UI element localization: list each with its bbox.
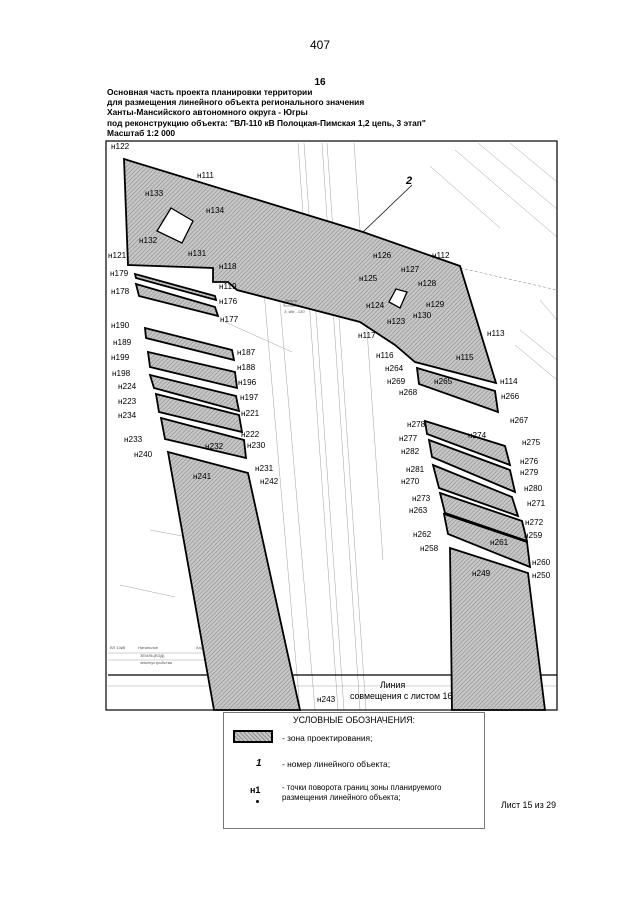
legend-title: УСЛОВНЫЕ ОБОЗНАЧЕНИЯ: bbox=[293, 715, 415, 725]
point-label: н259 bbox=[524, 531, 543, 540]
object-number: 2 bbox=[406, 175, 413, 187]
point-label: н263 bbox=[409, 506, 428, 515]
point-label: н198 bbox=[112, 369, 131, 378]
point-label: н262 bbox=[413, 530, 432, 539]
point-label: н269 bbox=[387, 377, 406, 386]
match-line-label bbox=[350, 680, 452, 701]
point-label: н121 bbox=[108, 251, 127, 260]
cadastral-note: ВЛ 10кВ bbox=[110, 645, 126, 650]
point-label: н230 bbox=[247, 441, 266, 450]
point-label: н188 bbox=[237, 363, 256, 372]
point-label: н119 bbox=[219, 282, 237, 291]
match-line-text: Линия bbox=[380, 680, 406, 690]
header-line-4: под реконструкцию объекта: "ВЛ-110 кВ Полоцкая-Пимская 1,2 цепь, 3 этап" bbox=[107, 117, 426, 128]
cadastral-note: ЗЕМЛЬ(ВЭД) bbox=[140, 653, 165, 658]
point-label: н282 bbox=[401, 447, 420, 456]
point-label: н125 bbox=[359, 274, 378, 283]
header-line-2: для размещения линейного объекта регионального значения bbox=[107, 97, 365, 108]
point-dot-icon bbox=[256, 800, 259, 803]
point-label: н190 bbox=[111, 321, 130, 330]
point-label: н199 bbox=[111, 353, 130, 362]
point-label: н243 bbox=[317, 695, 336, 704]
point-label: н129 bbox=[426, 300, 445, 309]
point-label: н117 bbox=[358, 331, 376, 340]
header-line-1: Основная часть проекта планировки территории bbox=[107, 87, 313, 97]
point-label: н277 bbox=[399, 434, 418, 443]
point-label: н261 bbox=[490, 538, 509, 547]
sheet-number: 16 bbox=[314, 77, 326, 88]
point-label: н131 bbox=[188, 249, 207, 258]
object-number-symbol: 1 bbox=[256, 758, 262, 769]
point-label: н126 bbox=[373, 251, 392, 260]
legend-zone-text: - зона проектирования; bbox=[282, 733, 373, 743]
point-label: н241 bbox=[193, 472, 212, 481]
point-label: н233 bbox=[124, 435, 143, 444]
point-label: н278 bbox=[407, 420, 426, 429]
point-label: н266 bbox=[501, 392, 520, 401]
point-label: н271 bbox=[527, 499, 546, 508]
point-label: н187 bbox=[237, 348, 256, 357]
point-label: н118 bbox=[219, 262, 237, 271]
point-label: н189 bbox=[113, 338, 132, 347]
page-number: 407 bbox=[309, 38, 331, 52]
point-label: н179 bbox=[110, 269, 129, 278]
cadastral-note: З, кВт, -130 bbox=[284, 309, 305, 314]
point-label: н127 bbox=[401, 265, 420, 274]
point-label: н250 bbox=[532, 571, 551, 580]
scale-label: Масштаб 1:2 000 bbox=[107, 127, 176, 138]
point-label: н232 bbox=[205, 442, 224, 451]
point-label: н268 bbox=[399, 388, 418, 397]
sheet-footer: Лист 15 из 29 bbox=[501, 800, 556, 810]
match-line-text: совмещения с листом 16 bbox=[350, 691, 453, 701]
point-label: н280 bbox=[524, 484, 543, 493]
point-label: н134 bbox=[206, 206, 225, 215]
point-label: н178 bbox=[111, 287, 130, 296]
point-label: н177 bbox=[220, 315, 239, 324]
point-label: н124 bbox=[366, 301, 385, 310]
cadastral-note: Земли bbox=[285, 298, 297, 303]
point-label: н114 bbox=[500, 377, 518, 386]
point-label: н276 bbox=[520, 457, 539, 466]
cadastral-note: землеустройства bbox=[140, 660, 172, 665]
point-label: н115 bbox=[456, 353, 474, 362]
point-label: н123 bbox=[387, 317, 406, 326]
point-label: н264 bbox=[385, 364, 404, 373]
legend bbox=[223, 712, 485, 829]
point-label: н265 bbox=[434, 377, 453, 386]
zone-swatch bbox=[233, 730, 273, 743]
point-label: н240 bbox=[134, 450, 153, 459]
point-label: н273 bbox=[412, 494, 431, 503]
point-label: н113 bbox=[487, 329, 505, 338]
legend-object-text: - номер линейного объекта; bbox=[282, 759, 391, 769]
object-leader-line bbox=[363, 185, 412, 232]
point-label: н270 bbox=[401, 477, 420, 486]
point-label: н274 bbox=[468, 431, 487, 440]
cadastral-note: Аэр. bbox=[196, 645, 205, 650]
point-label: н112 bbox=[432, 251, 450, 260]
point-label: н196 bbox=[238, 378, 257, 387]
cadastral-note: Натальное bbox=[138, 645, 159, 650]
point-label: н130 bbox=[413, 311, 432, 320]
point-label: н275 bbox=[522, 438, 541, 447]
point-label: н224 bbox=[118, 382, 137, 391]
point-label: н249 bbox=[472, 569, 491, 578]
legend-point-text-1: - точки поворота границ зоны планируемого bbox=[282, 783, 442, 792]
legend-point-text-2: размещения линейного объекта; bbox=[282, 793, 401, 802]
point-label: н176 bbox=[219, 297, 238, 306]
point-label: н260 bbox=[532, 558, 551, 567]
point-label: н221 bbox=[241, 409, 260, 418]
point-label: н133 bbox=[145, 189, 164, 198]
point-label: н116 bbox=[376, 351, 394, 360]
point-label: н231 bbox=[255, 464, 274, 473]
point-label: н242 bbox=[260, 477, 279, 486]
point-label: н128 bbox=[418, 279, 437, 288]
point-label: н223 bbox=[118, 397, 137, 406]
point-label: н267 bbox=[510, 416, 529, 425]
point-label: н197 bbox=[240, 393, 259, 402]
point-label: н258 bbox=[420, 544, 439, 553]
point-label: н132 bbox=[139, 236, 158, 245]
point-label: н234 bbox=[118, 411, 137, 420]
point-label: н111 bbox=[197, 171, 214, 180]
point-label: н272 bbox=[525, 518, 544, 527]
point-label: н279 bbox=[520, 468, 539, 477]
point-symbol: н1 bbox=[250, 785, 261, 795]
point-label: н122 bbox=[111, 142, 130, 151]
point-label: н281 bbox=[406, 465, 425, 474]
point-label: н222 bbox=[241, 430, 260, 439]
header-line-3: Ханты-Мансийского автономного округа - Югры bbox=[107, 107, 308, 118]
